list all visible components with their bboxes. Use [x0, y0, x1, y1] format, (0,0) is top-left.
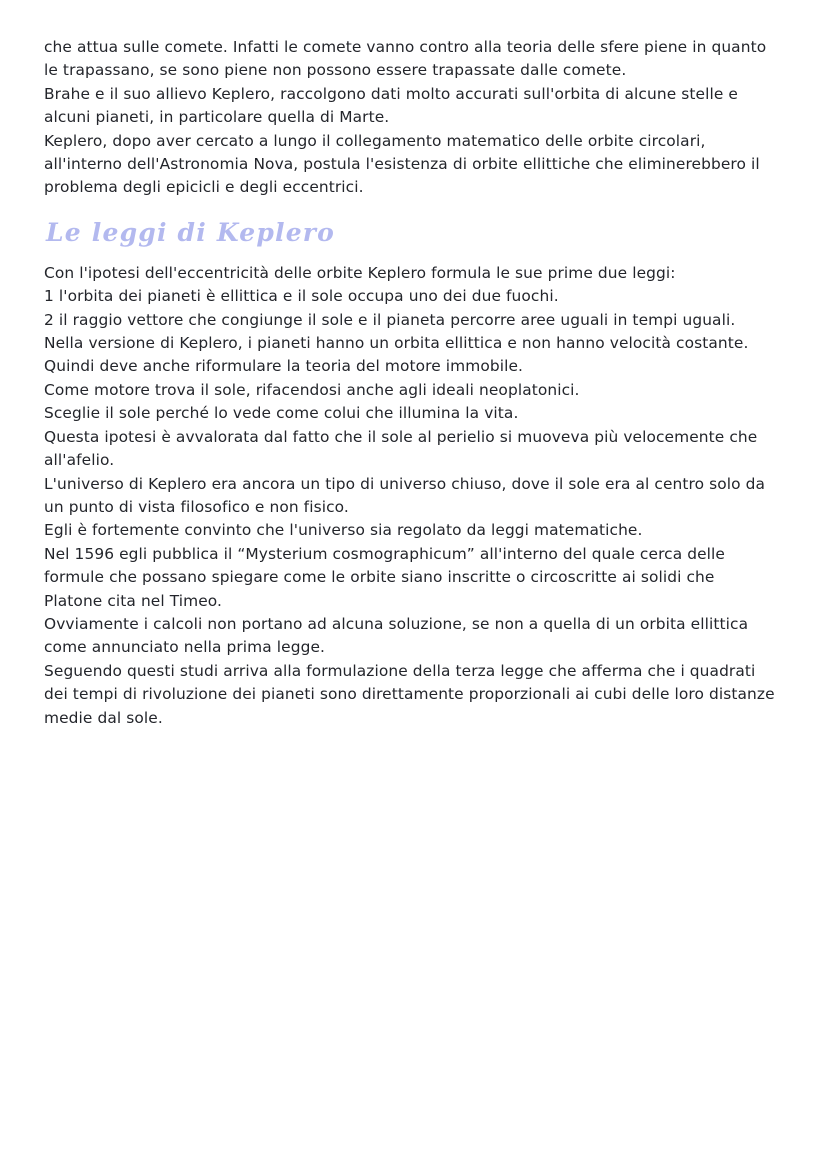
paragraph: Ovviamente i calcoli non portano ad alcuna soluzione, se non a quella di un orbita ellittica come annunciato nella prima legge. [44, 614, 749, 657]
paragraph: Nel 1596 egli pubblica il “Mysterium cosmographicum” all'interno del quale cerca delle formule che possano spiegare come le orbite siano inscritte o circoscritte ai solidi che Platone cita nel Timeo. [44, 544, 725, 610]
paragraph: che attua sulle comete. Infatti le comete vanno contro alla teoria delle sfere piene in quanto le trapassano, se sono piene non possono essere trapassate dalle comete. [44, 38, 767, 80]
paragraph: Questa ipotesi è avvalorata dal fatto che il sole al perielio si muoveva più velocemente che all'afelio. [44, 427, 758, 470]
intro-section [44, 36, 776, 200]
paragraph: Egli è fortemente convinto che l'universo sia regolato da leggi matematiche. [44, 521, 643, 540]
paragraph: Sceglie il sole perché lo vede come colui che illumina la vita. [44, 404, 519, 423]
section-heading: Le leggi di Keplero [46, 217, 336, 247]
paragraph: Keplero, dopo aver cercato a lungo il collegamento matematico delle orbite circolari, all'interno dell'Astronomia Nova, postula l'esistenza di orbite ellittiche che eliminerebbero il problema degli epicicli e degli eccentrici. [44, 131, 760, 197]
document-body [44, 36, 776, 730]
paragraph: Come motore trova il sole, rifacendosi anche agli ideali neoplatonici. [44, 380, 580, 399]
paragraph: 1 l'orbita dei pianeti è ellittica e il sole occupa uno dei due fuochi. [44, 287, 559, 306]
paragraph: Brahe e il suo allievo Keplero, raccolgono dati molto accurati sull'orbita di alcune stelle e alcuni pianeti, in particolare quella di Marte. [44, 84, 738, 127]
kepler-laws-section [44, 262, 776, 730]
paragraph: Seguendo questi studi arriva alla formulazione della terza legge che afferma che i quadrati dei tempi di rivoluzione dei pianeti sono direttamente proporzionali ai cubi delle loro distanze medie dal sole. [44, 661, 775, 727]
paragraph: Nella versione di Keplero, i pianeti hanno un orbita ellittica e non hanno velocità costante. Quindi deve anche riformulare la teoria del motore immobile. [44, 334, 749, 376]
paragraph: Con l'ipotesi dell'eccentricità delle orbite Keplero formula le sue prime due leggi: [44, 263, 676, 282]
paragraph: L'universo di Keplero era ancora un tipo di universo chiuso, dove il sole era al centro solo da un punto di vista filosofico e non fisico. [44, 474, 766, 516]
paragraph: 2 il raggio vettore che congiunge il sole e il pianeta percorre aree uguali in tempi uguali. [44, 310, 736, 329]
